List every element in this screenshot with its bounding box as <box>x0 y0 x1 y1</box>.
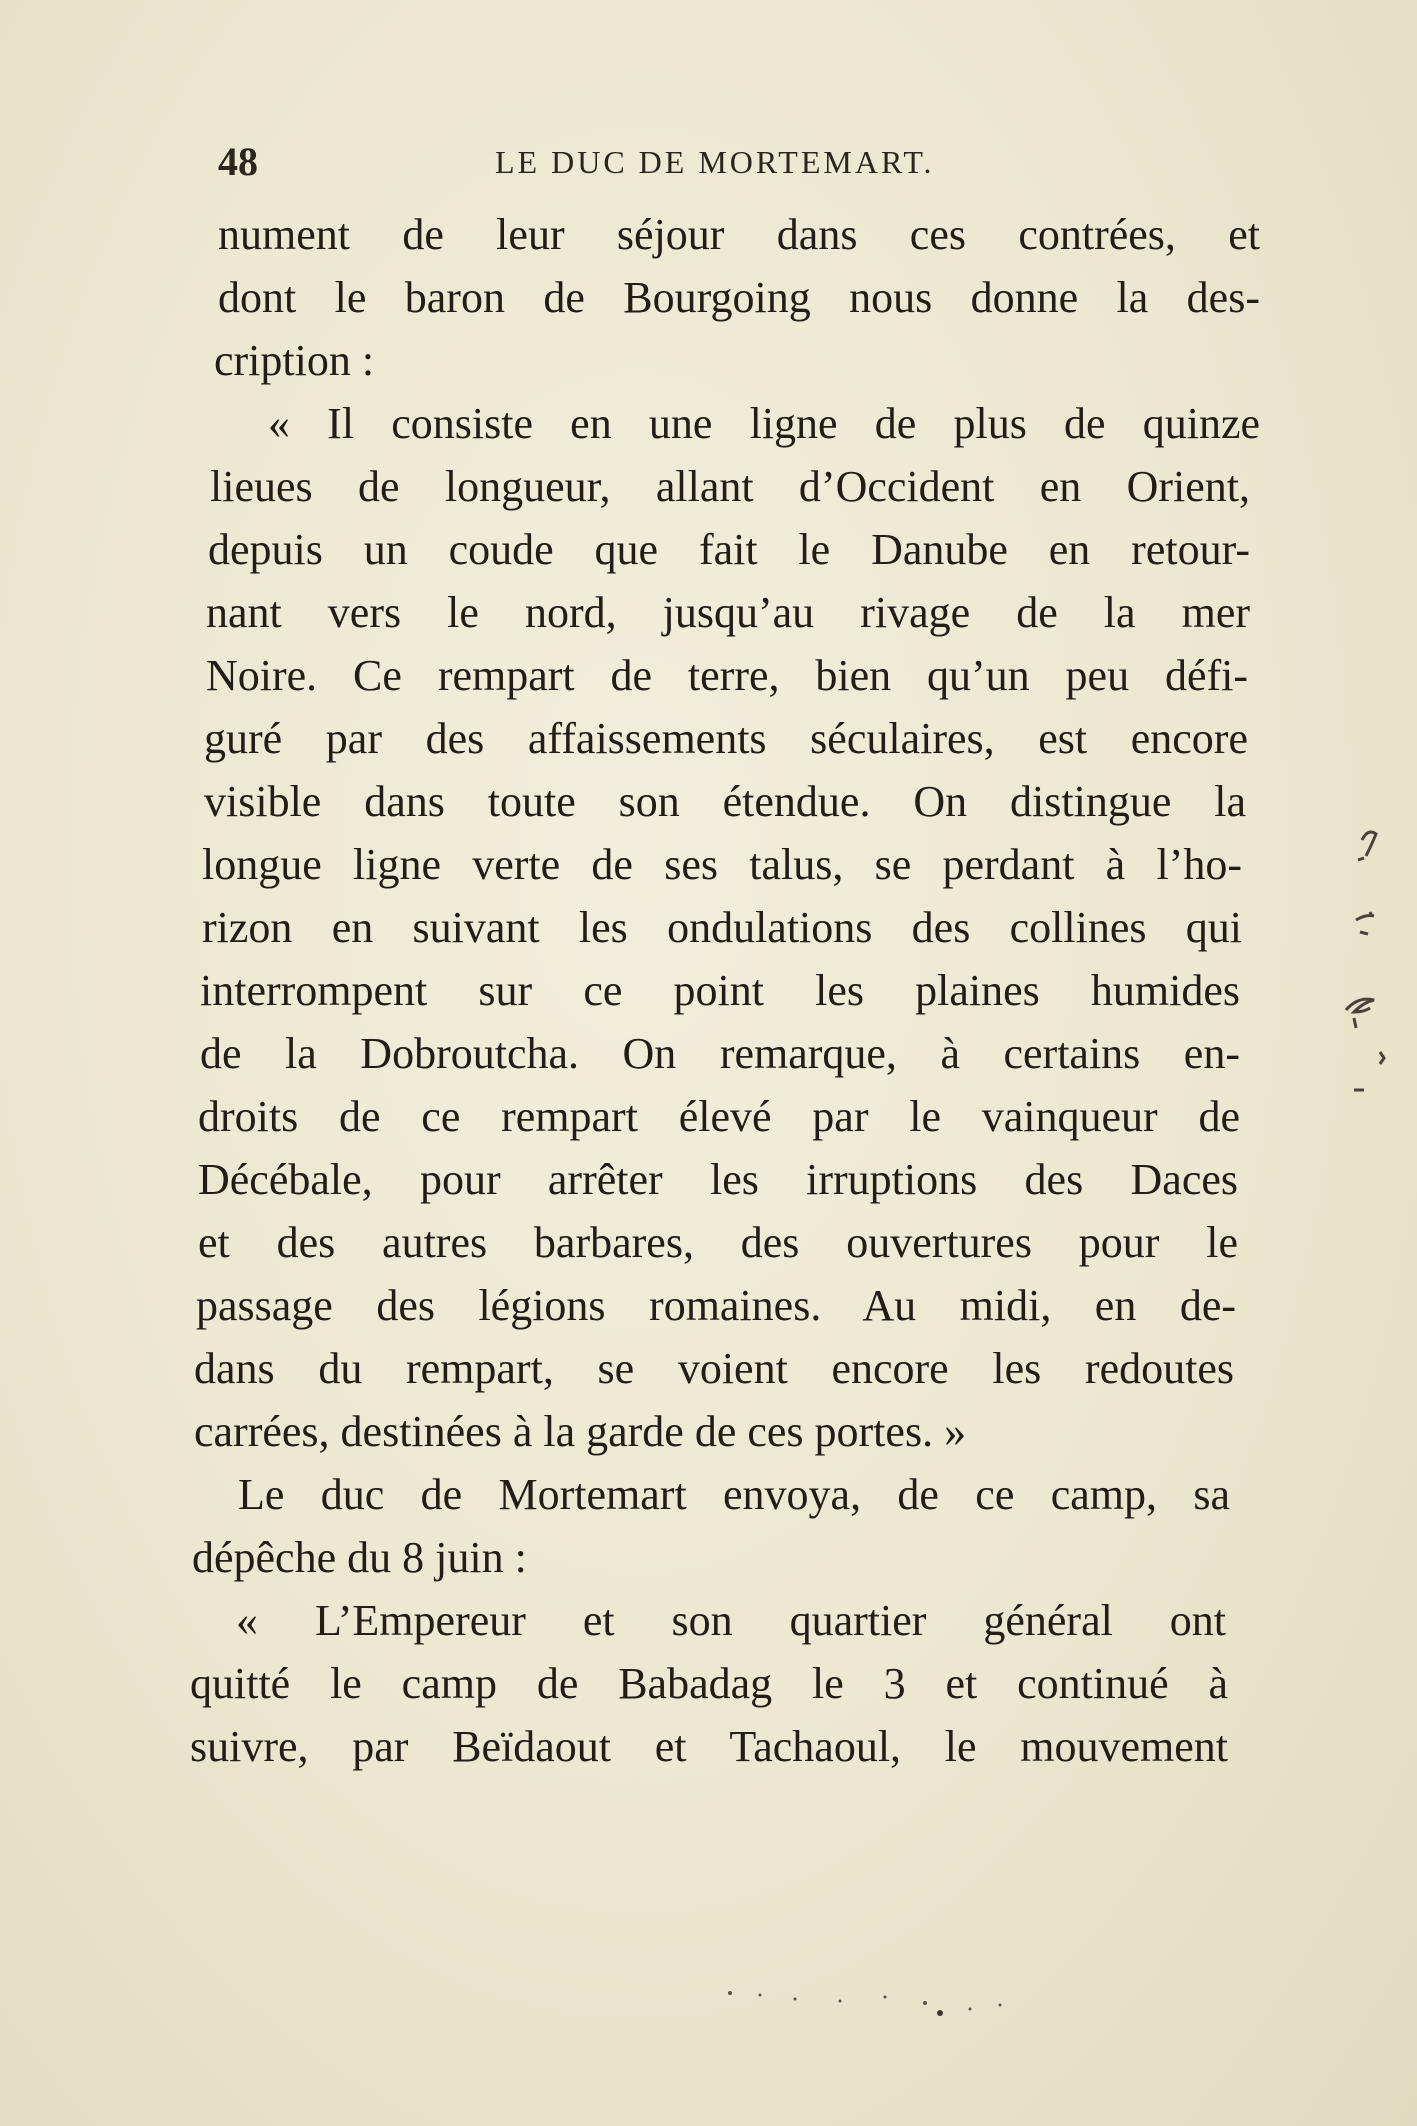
text-line: dont le baron de Bourgoing nous donne la des- <box>218 273 1260 322</box>
text-line: dans du rempart, se voient encore les redoutes <box>194 1344 1234 1393</box>
margin-annotation-marks <box>1340 820 1400 1120</box>
text-line: lieues de longueur, allant d’Occident en Orient, <box>210 462 1250 511</box>
text-line: cription : <box>214 336 375 385</box>
text-line: nant vers le nord, jusqu’au rivage de la mer <box>206 588 1250 637</box>
text-line: « L’Empereur et son quartier général ont <box>236 1596 1226 1645</box>
running-title: LE DUC DE MORTEMART. <box>495 144 935 180</box>
text-line: interrompent sur ce point les plaines humides <box>200 966 1240 1015</box>
text-line: longue ligne verte de ses talus, se perdant à l’ho- <box>202 840 1242 889</box>
text-line: nument de leur séjour dans ces contrées, et <box>218 210 1260 259</box>
page-header <box>210 138 1260 194</box>
text-line: passage des légions romaines. Au midi, en de- <box>196 1281 1236 1330</box>
text-line: droits de ce rempart élevé par le vainqueur de <box>198 1092 1240 1141</box>
text-line: carrées, destinées à la garde de ces portes. » <box>194 1407 967 1456</box>
text-line: de la Dobroutcha. On remarque, à certains en- <box>200 1029 1240 1078</box>
text-line: depuis un coude que fait le Danube en retour- <box>208 525 1250 574</box>
text-line: quitté le camp de Babadag le 3 et continué à <box>190 1659 1228 1708</box>
text-line: dépêche du 8 juin : <box>192 1533 527 1582</box>
text-line: « Il consiste en une ligne de plus de quinze <box>268 399 1260 448</box>
text-line: Noire. Ce rempart de terre, bien qu’un peu défi- <box>206 651 1248 700</box>
text-line: guré par des affaissements séculaires, est encore <box>204 714 1248 763</box>
text-line: suivre, par Beïdaout et Tachaoul, le mouvement <box>190 1722 1228 1771</box>
page-number: 48 <box>218 139 258 184</box>
text-line: Décébale, pour arrêter les irruptions des Daces <box>198 1155 1238 1204</box>
text-line: Le duc de Mortemart envoya, de ce camp, sa <box>238 1470 1230 1519</box>
text-line: visible dans toute son étendue. On distingue la <box>204 777 1246 826</box>
text-line: et des autres barbares, des ouvertures pour le <box>198 1218 1238 1267</box>
ink-speckles <box>700 1985 1120 2055</box>
body-text <box>190 203 1260 1778</box>
text-line: rizon en suivant les ondulations des collines qui <box>202 903 1242 952</box>
